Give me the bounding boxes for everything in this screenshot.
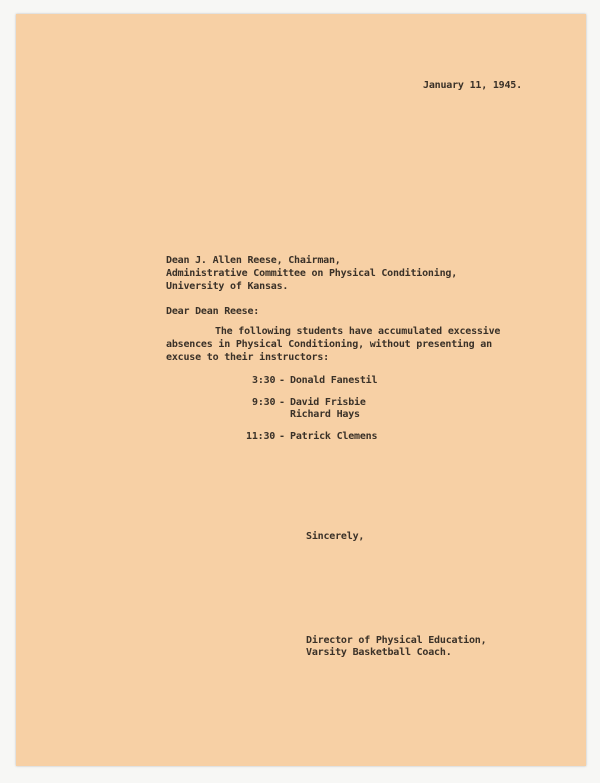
student-name: David Frisbie	[290, 397, 366, 408]
student-name: Richard Hays	[290, 409, 360, 420]
body-line-2: absences in Physical Conditioning, without presenting an	[166, 339, 492, 350]
student-name: Patrick Clemens	[290, 431, 378, 442]
closing: Sincerely,	[306, 531, 365, 542]
body-line-1: The following students have accumulated excessive	[215, 326, 501, 337]
list-dash: -	[279, 375, 285, 386]
signature-line-1: Director of Physical Education,	[306, 635, 487, 646]
addressee-line-2: Administrative Committee on Physical Conditioning,	[166, 268, 458, 279]
letter-date: January 11, 1945.	[423, 80, 522, 91]
student-time-2: 9:30	[252, 397, 276, 408]
salutation: Dear Dean Reese:	[166, 306, 260, 317]
list-dash: -	[279, 397, 285, 408]
addressee-line-3: University of Kansas.	[166, 281, 289, 292]
addressee-line-1: Dean J. Allen Reese, Chairman,	[166, 255, 341, 266]
student-name: Donald Fanestil	[290, 375, 378, 386]
signature-line-2: Varsity Basketball Coach.	[306, 647, 452, 658]
student-time-1: 3:30	[252, 375, 276, 386]
student-time-3: 11:30	[246, 431, 276, 442]
list-dash: -	[279, 431, 285, 442]
body-line-3: excuse to their instructors:	[166, 352, 329, 363]
letter-page	[16, 14, 586, 766]
